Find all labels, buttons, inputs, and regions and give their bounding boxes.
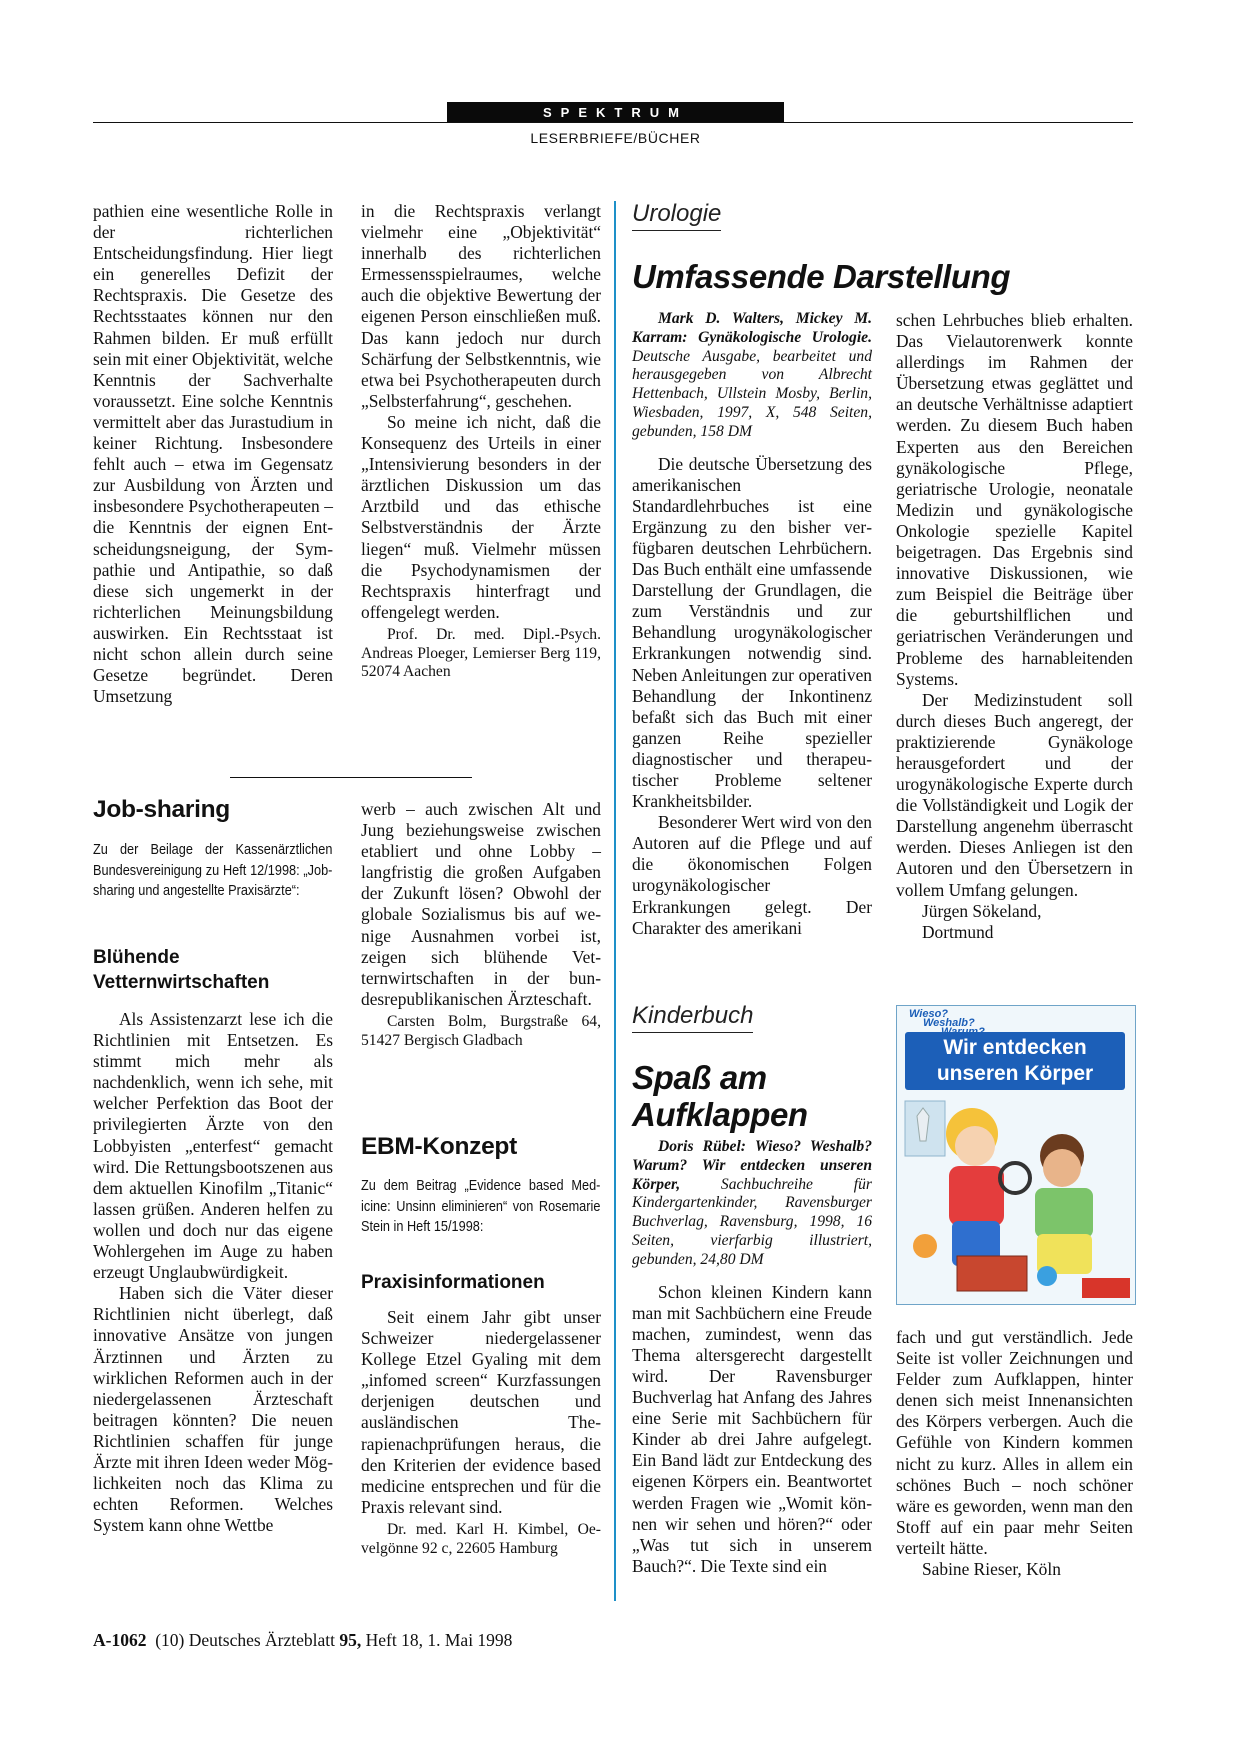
body-text: So meine ich nicht, daß die Konsequenz des Urteils in einer „Intensivierung besonders in der ärztlichen Diskussion um das Arztbild und das ethische Selbstverständnis der Ärzte liegen“ muß. Vielmehr müssen die Psychodynamismen der Rechtspraxis hinterfragt und offengelegt werden.: [361, 411, 601, 622]
book-reference: Mark D. Walters, Mickey M. Karram: Gynäkologische Urologie. Deutsche Ausgabe, bearbeitet und herausgegeben von Albrecht Hettenbach, Ullstein Mosby, Berlin, Wiesbaden, 1997, X, 548 Seiten, gebunden, 158 DM: [632, 310, 872, 440]
review-signature: Jürgen Sökeland,: [922, 900, 1042, 921]
body-text: in die Rechtspraxis verlangt vielmehr eine „Objektivität“ innerhalb des richterlichen Ermessensspielraumes, welche auch die objektive Bewertung der eigenen Person einschließen muß. Das kann jedoch nur durch Schärfung der Selbstkenntnis, wie etwa bei Psychotherapeuten durch „Selbsterfahrung“, geschehen.: [361, 201, 601, 411]
job-sharing-col1: [93, 1009, 333, 1536]
review-topic: Urologie: [632, 200, 721, 231]
ebm-body: [361, 1307, 601, 1559]
body-text: schen Lehrbuches blieb erhalten. Das Vielautorenwerk konnte allerdings im Rahmen der Übersetzung etwas geglättet und an deutsche Verhältnisse adaptiert werden. Zu diesem Buch haben Experten aus den Bereichen gynäkologische Pflege, geriatrische Urologie, neonatale Medizin und gynäkologische Onkologie spezielle Kapitel beigetragen. Das Ergebnis sind innovative Diskussionen, wie zum Beispiel die Beiträge über die geburtshilflichen und geriatrischen Veränderungen und Probleme des harnableitenden Systems.: [896, 310, 1133, 689]
body-text: Schon kleinen Kindern kann man mit Sachbüchern eine Freude machen, zumindest, wenn das Thema altersgerecht dargestellt wird. Der Ravensburger Buchverlag hat Anfang des Jahres eine Serie mit Sachbüchern für Kinder ab drei Jahre aufgelegt. Ein Band lädt zur Entdeckung des eigenen Körpers ein. Beantwortet werden Fragen wie „Womit können wir sehen und hören?“ oder „Was tut sich in unserem Bauch?“. Die Texte sind ein: [632, 1281, 872, 1576]
book-reference: Doris Rübel: Wieso? Weshalb? Warum? Wir entdecken unseren Körper, Sachbuchreihe für Kindergartenkinder, Ravensburger Buchverlag, Ravensburg, 1998, 16 Seiten, vierfarbig illustriert, gebunden, 24,80 DM: [632, 1138, 872, 1268]
letter-signature: Prof. Dr. med. Dipl.-Psych. Andreas Ploeger, Lemierser Berg 119, 52074 Aachen: [361, 625, 601, 681]
letter-subheading: Blühende Vetternwirtschaften: [93, 947, 270, 993]
book-cover-image: Wieso? Weshalb? Wir entdecken unseren Körper: [896, 1005, 1136, 1305]
body-text: pathien eine wesentliche Rolle in der richterlichen Entscheidungsfindung. Hier liegt ein generelles Defizit der Rechtspraxis. Die Gesetze des Rechtsstaates können nur den Rahmen bilden. Er muß erfüllt sein mit einer Objektivität, welche Kenntnis der Sachverhalte voraussetzt. Eine solche Kenntnis vermittelt aber das Jurastudium in keiner Richtung. Insbesondere fehlt auch – etwa im Gegensatz zur Ausbildung von Ärzten und insbesondere Psychotherapeuten – die Kenntnis der eignen Entscheidungsneigung, der Sympathie und Antipathie, so daß diese sich ungemerkt in der richterlichen Meinungsbildung auswirken. Ein Rechtsstaat ist nicht schon allein durch seine Gesetze begründet. Deren Umsetzung: [93, 201, 334, 707]
body-text: Der Medizinstudent soll durch dieses Buch angeregt, der praktizierende Gynäkologe herausgefordert und der urogynäkologische Experte durch die Vollständigkeit und Logik der Darstellung angenehm überrascht werden. Dieses Anliegen ist den Autoren und den Übersetzern in vollem Umfang gelungen.: [896, 689, 1133, 900]
kinderbuch-col2: [896, 1327, 1133, 1580]
review-title: Spaß am Aufklappen: [632, 1059, 808, 1133]
article-intro: Zu dem Beitrag „Evidence based Medicine: Unsinn eliminieren“ von Rosemarie Stein in Heft 15/1998:: [361, 1178, 601, 1235]
column-separator: [614, 201, 616, 1601]
book-cover-title: Wir entdecken unseren Körper: [905, 1032, 1125, 1090]
body-text: werb – auch zwischen Alt und Jung beziehungsweise zwischen etabliert und ohne Lobby – langfristig die großen Aufgaben der Zukunft lösen? Obwohl der globale Sozialismus bis auf wenige Ausnahmen vorbei ist, zeigen sich blühende Vetternwirtschaften in der bundesrepublikanischen Ärzteschaft.: [361, 799, 601, 1009]
letter-signature: Dr. med. Karl H. Kimbel, Oevelgönne 92 c, 22605 Hamburg: [361, 1520, 601, 1557]
body-text: Als Assistenzarzt lese ich die Richtlinien mit Entsetzen. Es stimmt mich mehr als nachdenklich, wenn ich sehe, mit welcher Perfektion das Boot der privilegierten Ärzte von den Lobbyisten „enterfest“ gemacht wird. Die Rettungsbootszenen aus dem aktuellen Kinofilm „Titanic“ lassen grüßen. Anderen helfen zu wollen und doch nur das eigene Wohlergehen im Auge zu haben erzeugt Unglaubwürdigkeit.: [93, 1009, 333, 1283]
section-label: SPEKTRUM: [447, 102, 784, 123]
body-text: Seit einem Jahr gibt unser Schweizer niedergelassener Kollege Etzel Gyaling mit dem „infomed screen“ Kurzfassungen derjenigen deutschen und ausländischen Therapienachprüfungen heraus, die den Kriterien der evidence based medicine entsprechen und für die Praxis relevant sind.: [361, 1307, 601, 1517]
body-text: Besonderer Wert wird von den Autoren auf die Pflege und auf die ökonomischen Folgen urogynäkologischer Erkrankungen gelegt. Der Charakter des amerikani: [632, 812, 872, 938]
letter-continued-col1: [93, 201, 333, 707]
body-text: fach und gut verständlich. Jede Seite ist voller Zeichnungen und Felder zum Aufklappen, hinter denen sich meist Innenansichten des Körpers verbergen. Auch die Gefühle von Kindern kommen nicht zu kurz. Alles in allem ein schönes Buch – noch schöner wäre es geworden, wenn man den Stoff auf ein paar mehr Seiten verteilt hätte.: [896, 1327, 1133, 1558]
article-divider: [230, 777, 472, 778]
job-sharing-col2: [361, 799, 601, 1051]
subsection-label: LESERBRIEFE/BÜCHER: [530, 130, 701, 146]
volume-number: 95,: [339, 1630, 362, 1650]
children-illustration: [897, 1006, 1135, 1304]
page-number: A-1062: [93, 1630, 147, 1650]
review-signature: Sabine Rieser, Köln: [922, 1559, 1061, 1580]
review-signature-city: Dortmund: [922, 921, 994, 942]
kinderbuch-col1: [632, 1138, 872, 1577]
page-footer: A-1062 (10) Deutsches Ärzteblatt 95, Heft 18, 1. Mai 1998: [93, 1630, 513, 1650]
letter-continued-col2: [361, 201, 601, 682]
review-topic: Kinderbuch: [632, 1002, 753, 1033]
letter-signature: Carsten Bolm, Burgstraße 64, 51427 Bergisch Gladbach: [361, 1012, 601, 1049]
urologie-col2: [896, 310, 1133, 943]
article-intro: Zu der Beilage der Kassenärztlichen Bundesvereinigung zu Heft 12/1998: „Job-sharing und angestellte Praxisärzte“:: [93, 842, 333, 899]
article-heading: EBM-Konzept: [361, 1133, 517, 1160]
body-text: Die deutsche Übersetzung des amerikanischen Standardlehrbuches ist eine Ergänzung zu den bisher verfügbaren deutschen Lehrbüchern. Das Buch enthält eine umfassende Darstellung der Grundlagen, die zum Verständnis und zur Behandlung urogynäkologischer Erkrankungen notwendig sind. Neben Anleitungen zur operativen Behandlung der Inkontinenz befaßt sich das Buch mit einer ganzen Reihe spezieller diagnostischer und therapeutischer Probleme seltener Krankheitsbilder.: [632, 453, 872, 812]
header-rule: [93, 122, 1133, 123]
body-text: Haben sich die Väter dieser Richtlinien nicht überlegt, daß innovative Ansätze von jungen Ärztinnen und Ärzten zu wirklichen Reformen auch in der niedergelassenen Ärzteschaft beitragen könnten? Die neuen Richtlinien schaffen für junge Ärzte mit ihren Ideen weder Möglichkeiten noch das Klima zu echten Reformen. Welches System kann ohne Wettbe: [93, 1283, 333, 1536]
article-heading: Job-sharing: [93, 796, 230, 823]
letter-subheading: Praxisinformationen: [361, 1272, 545, 1293]
review-title: Umfassende Darstellung: [632, 258, 1011, 295]
urologie-col1: [632, 310, 872, 939]
